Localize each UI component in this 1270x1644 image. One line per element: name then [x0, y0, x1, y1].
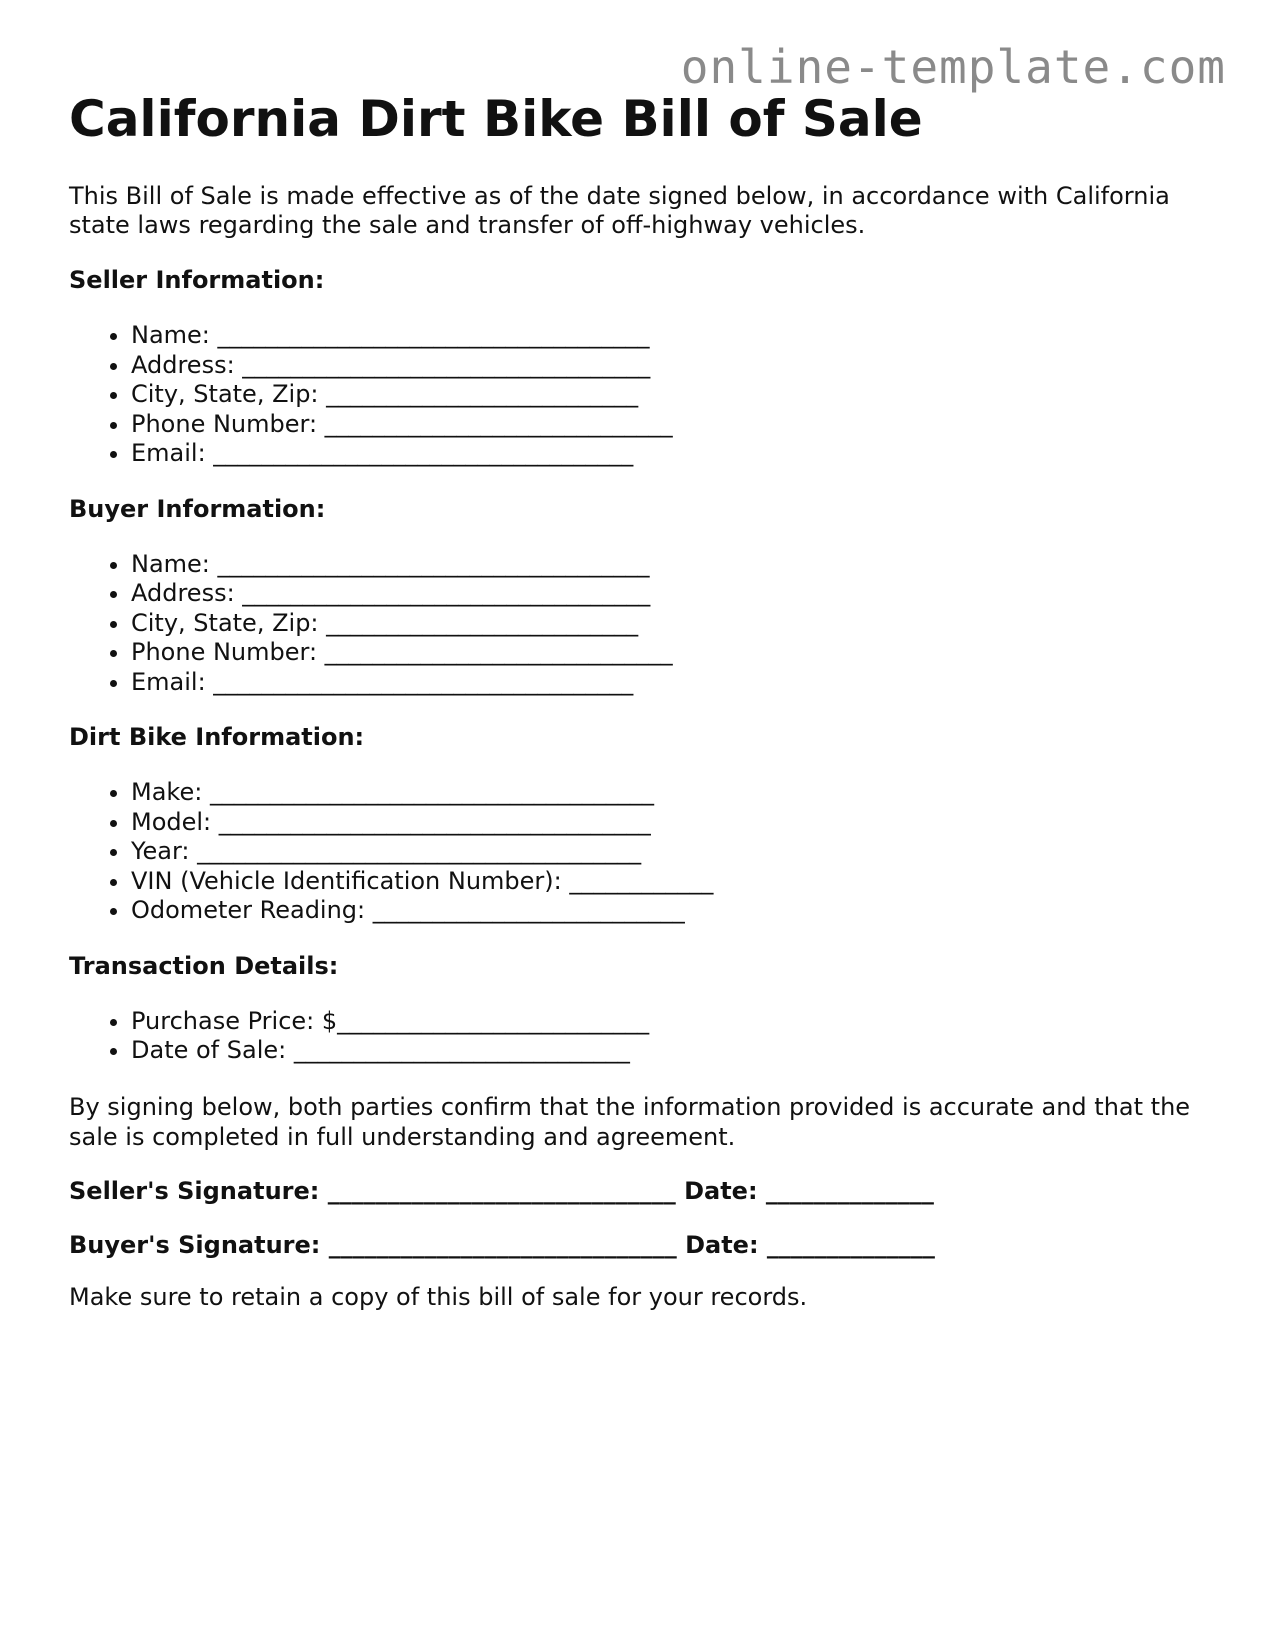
bike-vin-field: • VIN (Vehicle Identification Number): ____________	[131, 867, 1209, 897]
buyer-field-list	[69, 550, 1209, 698]
buyer-name-field: • Name: ____________________________________	[131, 550, 1209, 580]
buyer-city-state-zip-field: • City, State, Zip: __________________________	[131, 609, 1209, 639]
bike-model-field: • Model: ____________________________________	[131, 808, 1209, 838]
bike-make-field: • Make: _____________________________________	[131, 778, 1209, 808]
closing-note: Make sure to retain a copy of this bill of sale for your records.	[69, 1282, 808, 1311]
transaction-field-list	[69, 1007, 1209, 1066]
buyer-signature-label: Buyer's Signature: _____________________________ Date: ______________	[69, 1230, 935, 1259]
purchase-price-field: • Purchase Price: $__________________________	[131, 1007, 1209, 1037]
document-title: California Dirt Bike Bill of Sale	[69, 90, 923, 148]
seller-section-heading: Seller Information:	[69, 266, 325, 294]
seller-city-state-zip-field: • City, State, Zip: __________________________	[131, 380, 1209, 410]
bike-section-heading: Dirt Bike Information:	[69, 723, 365, 751]
seller-phone-field: • Phone Number: _____________________________	[131, 410, 1209, 440]
intro-paragraph: This Bill of Sale is made effective as of the date signed below, in accordance with California state laws regarding the sale and transfer of off-highway vehicles.	[69, 182, 1170, 239]
confirmation-paragraph: By signing below, both parties confirm that the information provided is accurate and that the sale is completed in full understanding and agreement.	[69, 1092, 1191, 1151]
buyer-section-heading: Buyer Information:	[69, 494, 326, 523]
bike-year-field: • Year: _____________________________________	[131, 837, 1209, 867]
seller-signature-line	[69, 1176, 1209, 1206]
buyer-phone-field: • Phone Number: _____________________________	[131, 638, 1209, 668]
seller-name-field: • Name: ____________________________________	[131, 321, 1209, 351]
transaction-section-heading: Transaction Details:	[69, 951, 339, 980]
seller-address-field: • Address: __________________________________	[131, 351, 1209, 381]
bike-odometer-field: • Odometer Reading: __________________________	[131, 896, 1209, 926]
bike-field-list	[69, 778, 1209, 926]
buyer-address-field: • Address: __________________________________	[131, 579, 1209, 609]
buyer-email-field: • Email: ___________________________________	[131, 668, 1209, 698]
date-of-sale-field: • Date of Sale: ____________________________	[131, 1036, 1209, 1066]
buyer-signature-line	[69, 1230, 1209, 1260]
watermark-text: online-template.com	[680, 40, 1226, 94]
seller-email-field: • Email: ___________________________________	[131, 439, 1209, 469]
seller-field-list	[69, 321, 1209, 469]
seller-signature-label: Seller's Signature: _____________________________ Date: ______________	[69, 1176, 934, 1205]
document-page	[69, 86, 1209, 1312]
